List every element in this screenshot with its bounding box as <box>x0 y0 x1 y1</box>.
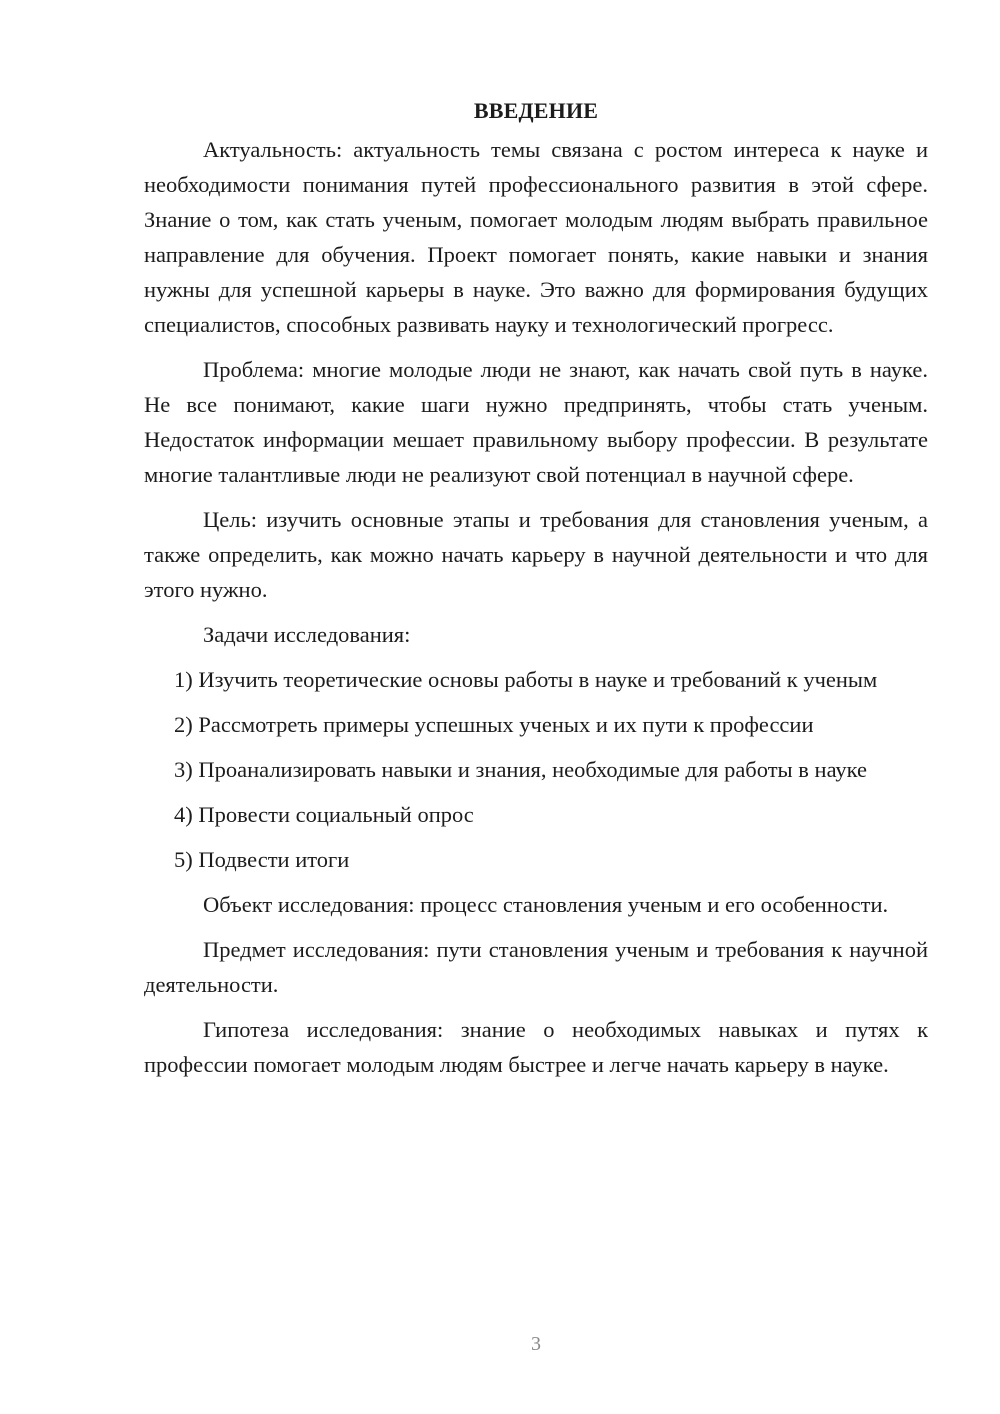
tasks-heading: Задачи исследования: <box>203 622 411 647</box>
task-item-1: 1) Изучить теоретические основы работы в науке и требований к ученым <box>174 667 878 692</box>
task-item-3: 3) Проанализировать навыки и знания, необходимые для работы в науке <box>174 757 868 782</box>
task-item-4: 4) Провести социальный опрос <box>174 802 474 827</box>
paragraph-subject: Предмет исследования: пути становления ученым и требования к научной деятельности. <box>144 937 928 997</box>
page-number: 3 <box>531 1333 541 1355</box>
document-page <box>144 96 928 1092</box>
page-title: ВВЕДЕНИЕ <box>473 98 599 123</box>
task-item-2: 2) Рассмотреть примеры успешных ученых и их пути к профессии <box>174 712 814 737</box>
task-item-5: 5) Подвести итоги <box>174 847 350 872</box>
paragraph-relevance: Актуальность: актуальность темы связана с ростом интереса к науке и необходимости понимания путей профессионального развития в этой сфере. Знание о том, как стать ученым, помогает молодым людям выбрать правильное направление для обучения. Проект помогает понять, какие навыки и знания нужны для успешной карьеры в науке. Это важно для формирования будущих специалистов, способных развивать науку и технологический прогресс. <box>144 137 928 337</box>
paragraph-hypothesis: Гипотеза исследования: знание о необходимых навыках и путях к профессии помогает молодым людям быстрее и легче начать карьеру в науке. <box>144 1017 928 1077</box>
paragraph-problem: Проблема: многие молодые люди не знают, как начать свой путь в науке. Не все понимают, какие шаги нужно предпринять, чтобы стать ученым. Недостаток информации мешает правильному выбору профессии. В результате многие талантливые люди не реализуют свой потенциал в научной сфере. <box>144 357 928 487</box>
paragraph-object: Объект исследования: процесс становления ученым и его особенности. <box>203 892 889 917</box>
paragraph-goal: Цель: изучить основные этапы и требования для становления ученым, а также определить, как можно начать карьеру в научной деятельности и что для этого нужно. <box>144 507 928 602</box>
